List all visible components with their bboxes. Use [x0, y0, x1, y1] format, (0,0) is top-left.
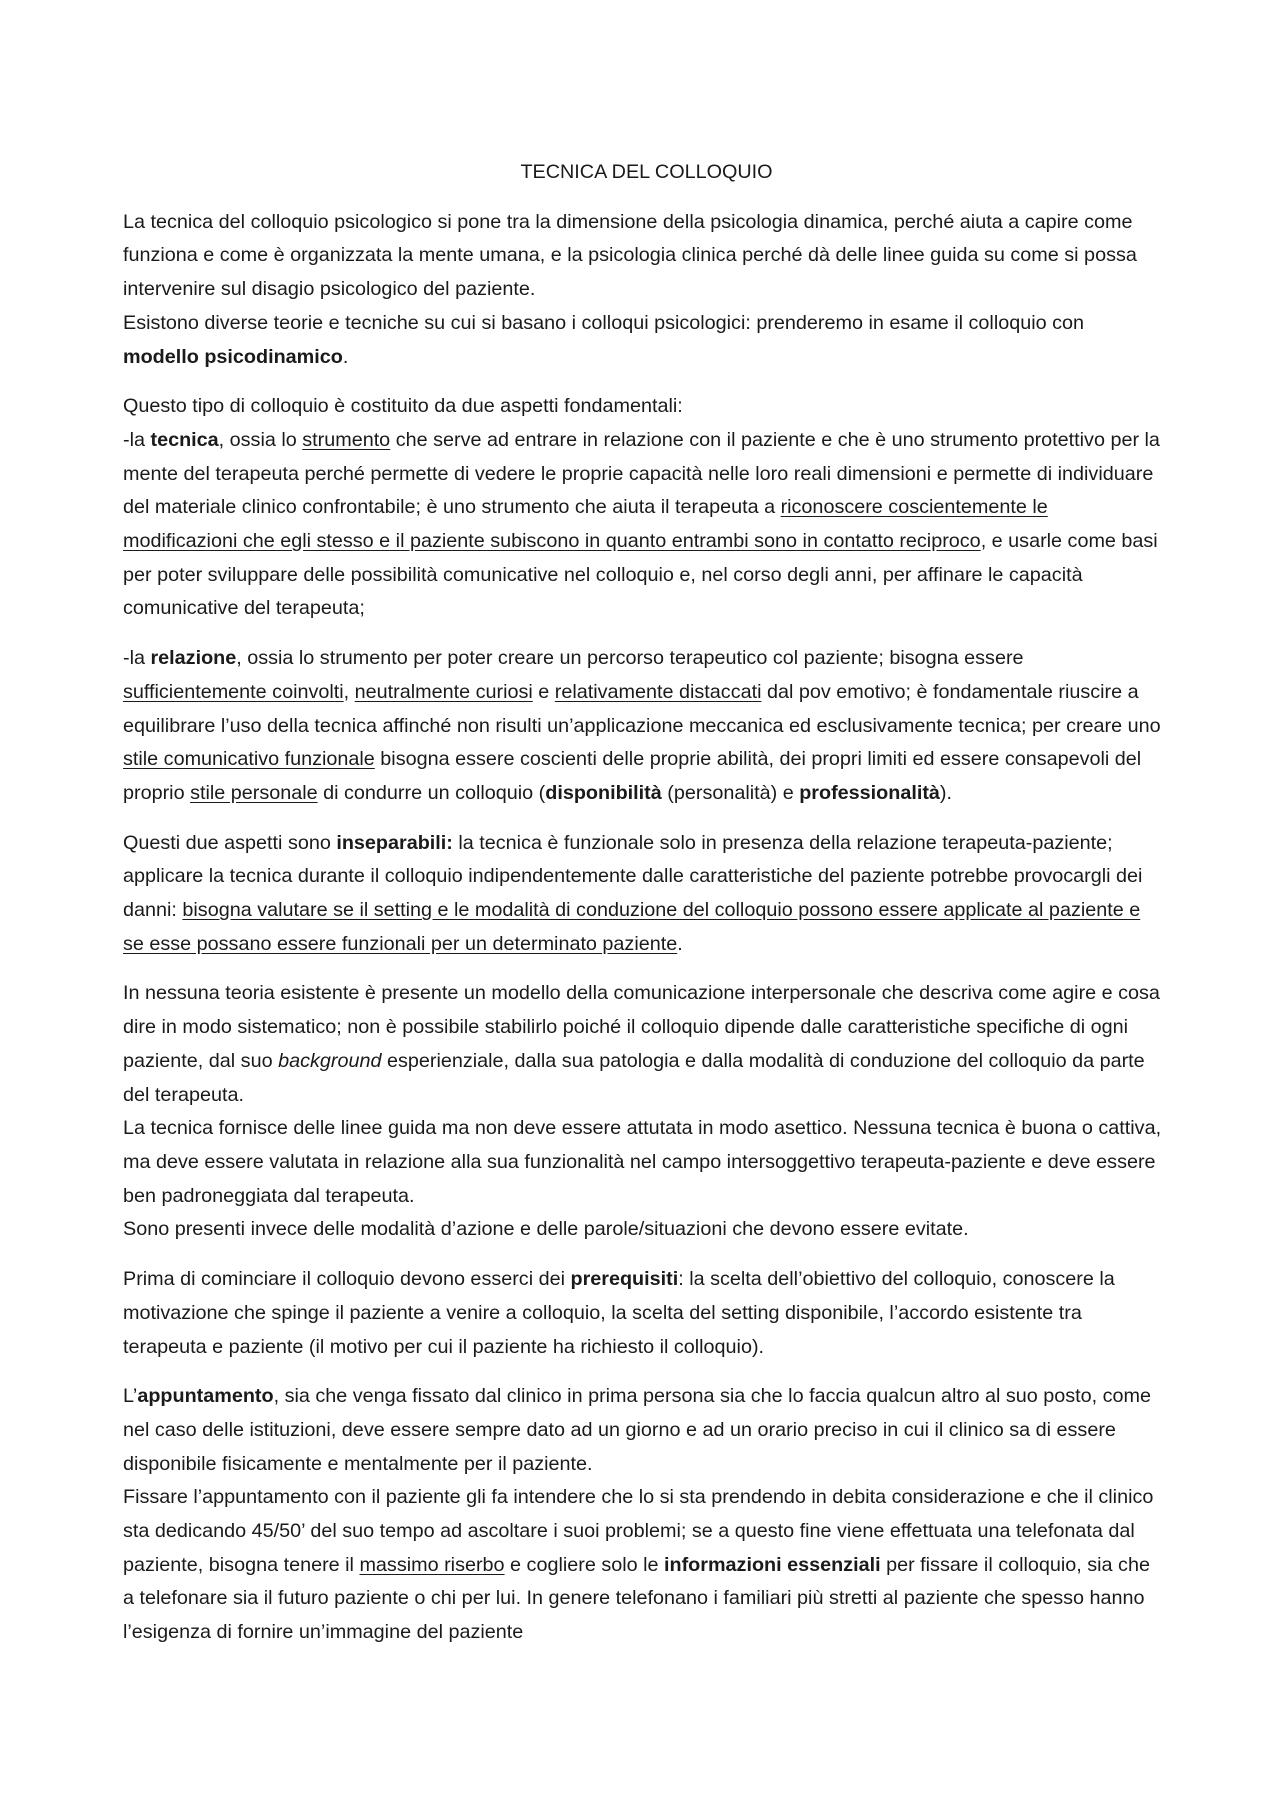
underlined-text: bisogna valutare se il setting e le modalità di conduzione del colloquio possono essere applicate al paziente e se esse possano essere funzionali per un determinato paziente: [123, 899, 1141, 955]
text-run: Fissare l’appuntamento con il paziente gli fa intendere che lo si sta prendendo in debita considerazione e che il clinico sta dedicando 45/50’ del suo tempo ad ascoltare i suoi problemi; se a questo fine viene effettuata una telefonata dal paziente, bisogna tenere il: [123, 1486, 1154, 1576]
underlined-text: sufficientemente coinvolti: [123, 680, 344, 703]
bold-text: inseparabili:: [336, 831, 453, 854]
text-run: Questo tipo di colloquio è costituito da due aspetti fondamentali:: [123, 395, 683, 418]
underlined-text: massimo riserbo: [359, 1553, 505, 1576]
underlined-text: relativamente distaccati: [554, 680, 762, 703]
text-run: Sono presenti invece delle modalità d’azione e delle parole/situazioni che devono essere evitate.: [123, 1218, 969, 1241]
text-run: Prima di cominciare il colloquio devono esserci dei: [123, 1268, 571, 1291]
text-run: la tecnica è funzionale solo in presenza della relazione terapeuta-paziente; applicare la tecnica durante il colloquio indipendentemente dalle caratteristiche del paziente potrebbe provocargli dei danni:: [123, 831, 1143, 922]
text-run: , e usarle come basi per poter sviluppare delle possibilità comunicative nel colloquio e, nel corso degli anni, per affinare le capacità comunicative del terapeuta;: [123, 530, 1158, 620]
bold-text: disponibilità: [545, 781, 662, 804]
text-run: , ossia lo: [218, 428, 303, 451]
bold-text: relazione: [150, 647, 237, 670]
underlined-text: neutralmente curiosi: [354, 680, 533, 703]
underlined-text: stile comunicativo funzionale: [123, 748, 375, 771]
bold-text: appuntamento: [137, 1385, 274, 1408]
text-run: e: [532, 680, 555, 703]
text-run: -la: [123, 428, 151, 451]
text-run: : la scelta dell’obiettivo del colloquio, conoscere la motivazione che spinge il paziente a venire a colloquio, la scelta del setting disponibile, l’accordo esistente tra terapeuta e paziente (il motivo per cui il paziente ha richiesto il colloquio).: [123, 1268, 1115, 1358]
paragraph: [123, 977, 1162, 1247]
document-title: TECNICA DEL COLLOQUIO: [520, 161, 773, 183]
paragraph: [123, 390, 1162, 626]
bold-text: prerequisiti: [570, 1268, 679, 1291]
text-run: .: [677, 932, 683, 955]
text-run: , sia che venga fissato dal clinico in prima persona sia che lo faccia qualcun altro al suo posto, come nel caso delle istituzioni, deve essere sempre dato ad un giorno e ad un orario preciso in cui il clinico sa di essere disponibile fisicamente e mentalmente per il paziente.: [123, 1385, 1152, 1475]
text-run: (personalità) e: [661, 781, 800, 804]
text-run: e cogliere solo le: [504, 1553, 665, 1576]
text-run: bisogna essere coscienti delle proprie abilità, dei propri limiti ed essere consapevoli del proprio: [123, 748, 1142, 804]
underlined-text: strumento: [302, 428, 391, 451]
bold-text: tecnica: [150, 428, 219, 451]
text-run: di condurre un colloquio (: [317, 781, 546, 804]
text-run: .: [342, 345, 349, 368]
bold-text: informazioni essenziali: [664, 1553, 881, 1576]
text-run: che serve ad entrare in relazione con il paziente e che è uno strumento protettivo per la mente del terapeuta perché permette di vedere le proprie capacità nelle loro reali dimensioni e permette di individuare del materiale clinico confrontabile; è uno strumento che aiuta il terapeuta a: [123, 428, 1160, 519]
paragraph: [123, 1380, 1162, 1650]
text-run: dal pov emotivo; è fondamentale riuscire a equilibrare l’uso della tecnica affinché non risulti un’applicazione meccanica ed esclusivamente tecnica; per creare uno: [123, 680, 1161, 737]
text-run: La tecnica fornisce delle linee guida ma non deve essere attutata in modo asettico. Nessuna tecnica è buona o cattiva, ma deve essere valutata in relazione alla sua funzionalità nel campo intersoggettivo terapeuta-paziente e deve essere ben padroneggiata dal terapeuta.: [123, 1117, 1162, 1207]
paragraph: [123, 1263, 1162, 1364]
text-run: Questi due aspetti sono: [123, 831, 337, 854]
text-run: per fissare il colloquio, sia che a telefonare sia il futuro paziente o chi per lui. In genere telefonano i familiari più stretti al paziente che spesso hanno l’esigenza di fornire un’immagine del paziente: [123, 1553, 1150, 1644]
text-run: , ossia lo strumento per poter creare un percorso terapeutico col paziente; bisogna essere: [236, 647, 1024, 670]
paragraph: [123, 206, 1162, 375]
italic-text: background: [278, 1049, 382, 1072]
text-run: Esistono diverse teorie e tecniche su cui si basano i colloqui psicologici: prenderemo in esame il colloquio con: [123, 311, 1085, 334]
document-body: [123, 206, 1162, 1650]
underlined-text: stile personale: [190, 781, 318, 804]
text-run: ).: [939, 781, 952, 804]
paragraph: [123, 642, 1162, 811]
text-run: In nessuna teoria esistente è presente un modello della comunicazione interpersonale che descriva come agire e cosa dire in modo sistematico; non è possibile stabilirlo poiché il colloquio dipende dalle caratteristiche specifiche di ogni paziente, dal suo: [123, 982, 1160, 1072]
text-run: esperienziale, dalla sua patologia e dalla modalità di conduzione del colloquio da parte del terapeuta.: [123, 1049, 1145, 1106]
underlined-text: riconoscere coscientemente le modificazioni che egli stesso e il paziente subiscono in quanto entrambi sono in contatto reciproco: [123, 496, 1048, 553]
text-run: La tecnica del colloquio psicologico si pone tra la dimensione della psicologia dinamica, perché aiuta a capire come funziona e come è organizzata la mente umana, e la psicologia clinica perché dà delle linee guida su come si possa intervenire sul disagio psicologico del paziente.: [123, 210, 1137, 301]
text-run: -la: [123, 647, 151, 670]
bold-text: modello psicodinamico: [123, 345, 343, 368]
bold-text: professionalità: [799, 781, 940, 804]
text-run: ,: [343, 680, 355, 703]
text-run: L’: [123, 1385, 138, 1408]
paragraph: [123, 827, 1162, 962]
